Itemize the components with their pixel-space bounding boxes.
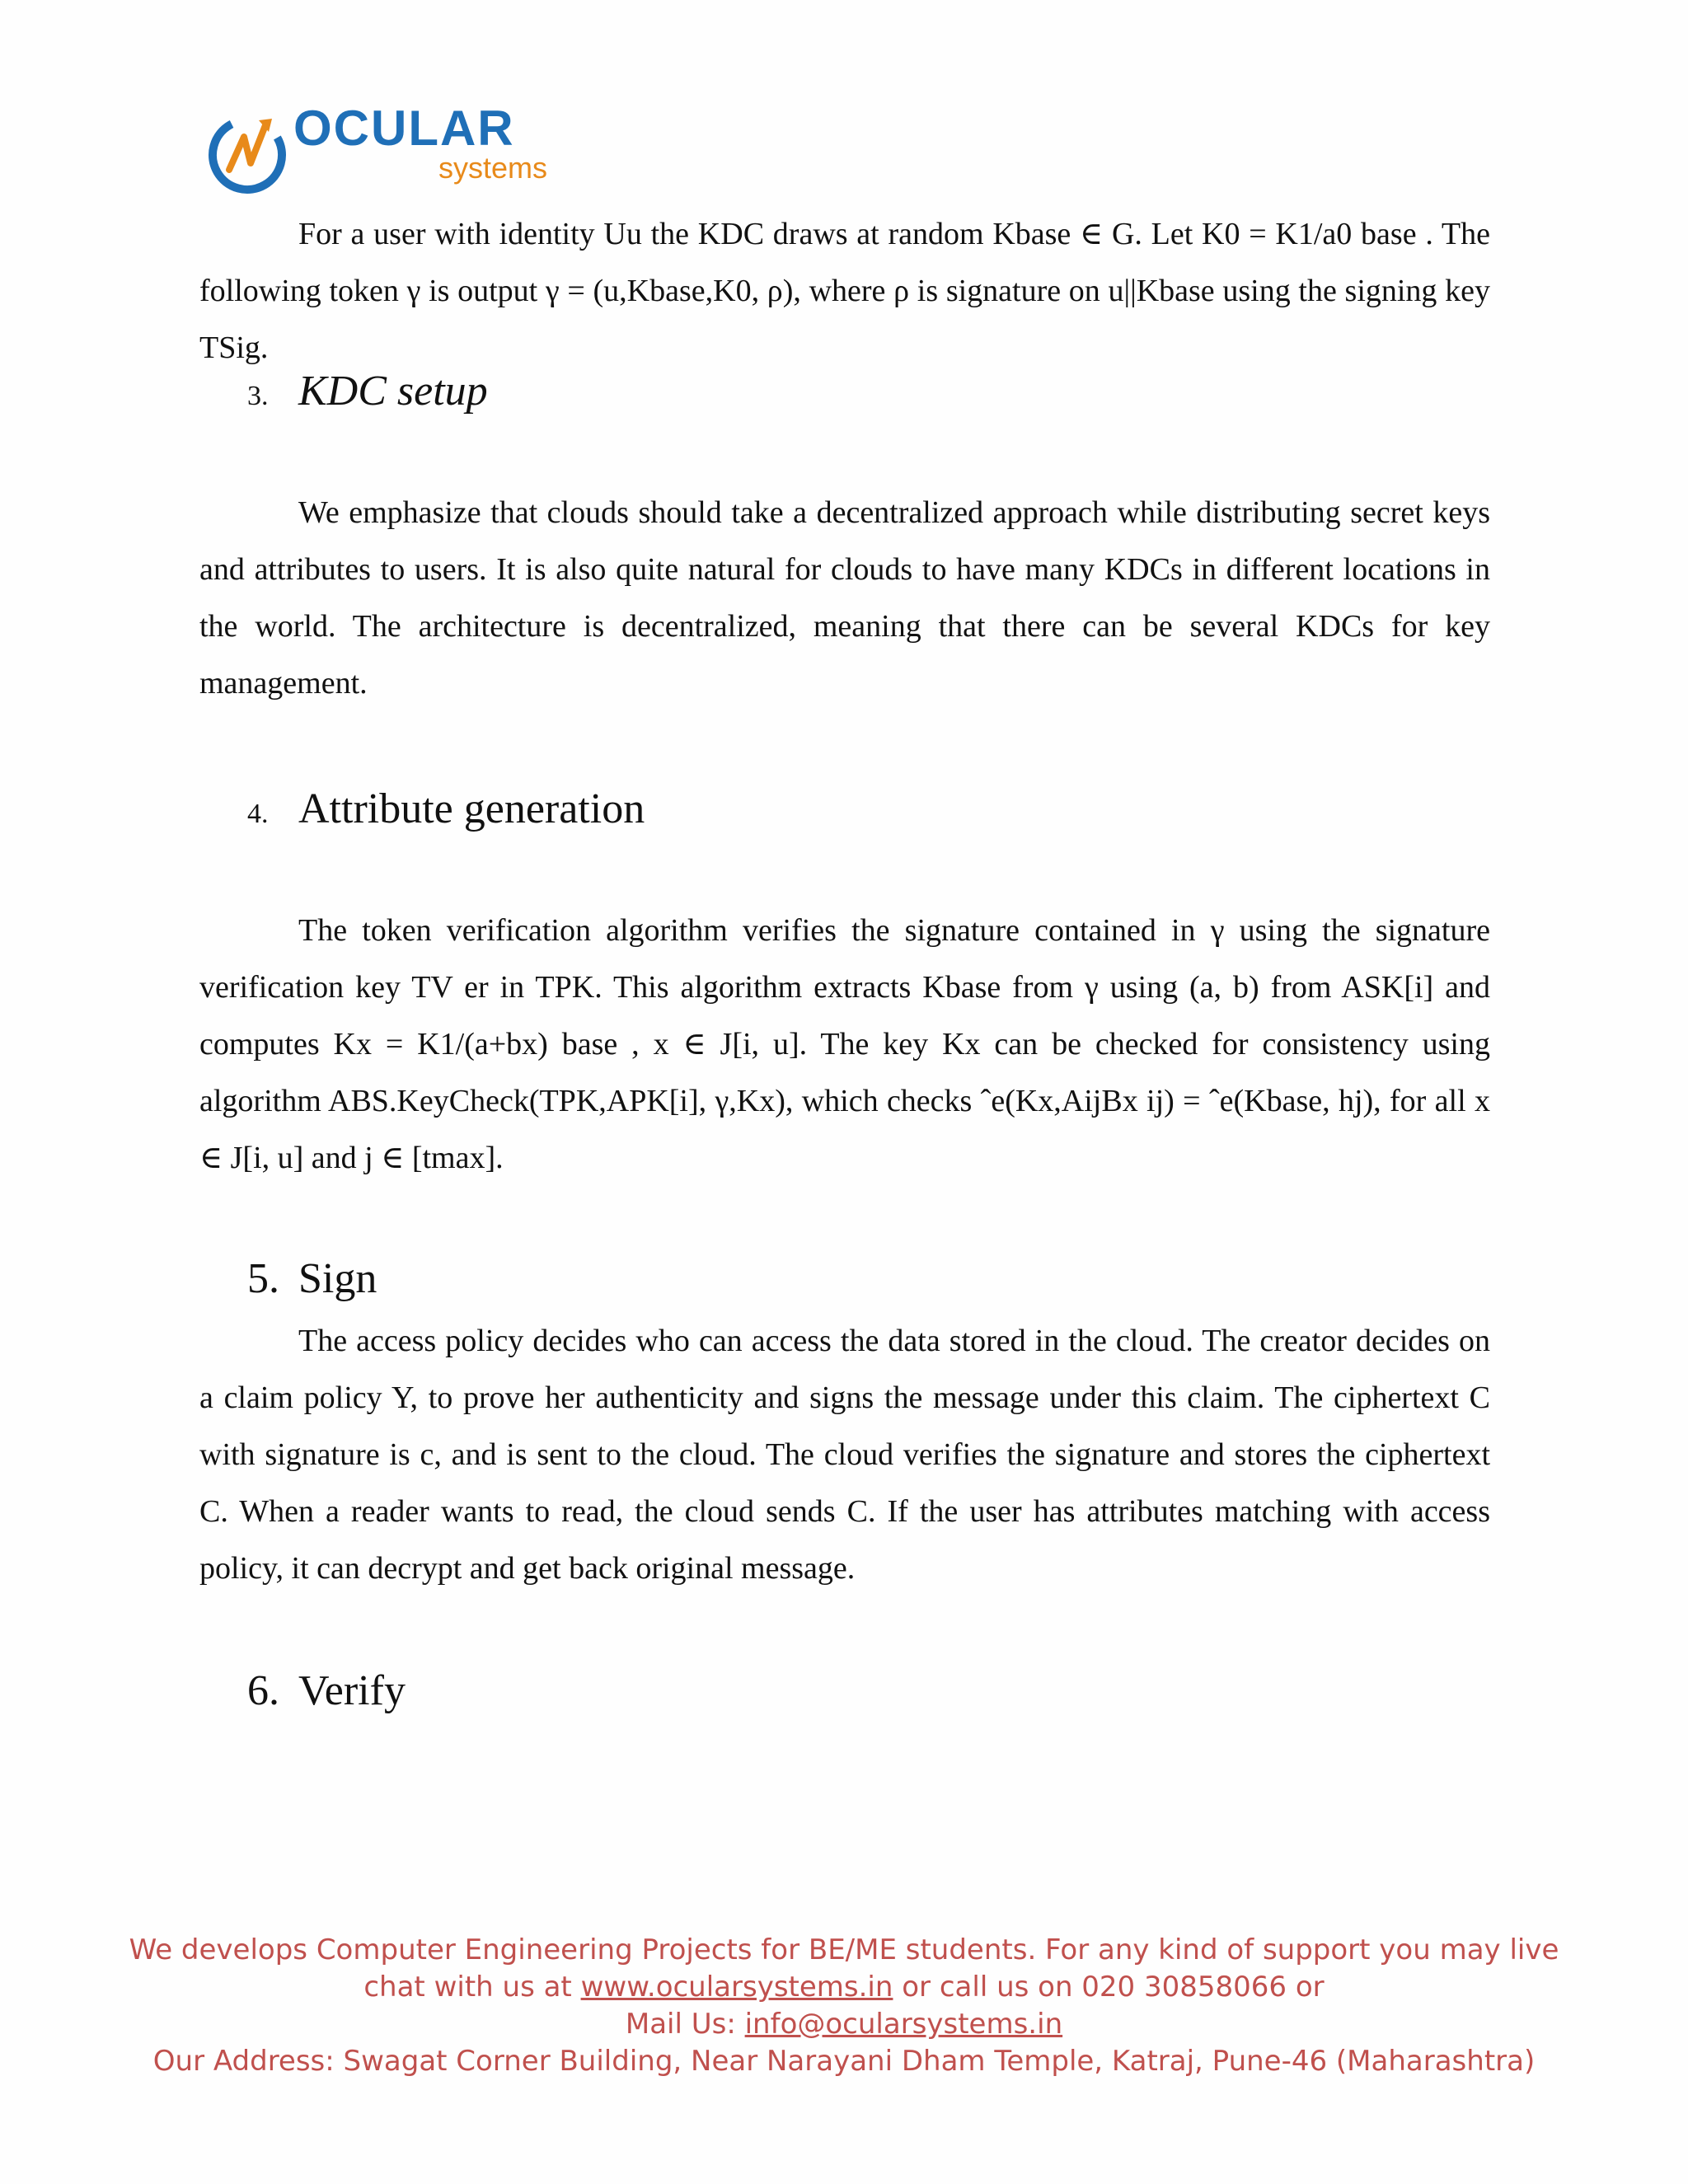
intro-paragraph: For a user with identity Uu the KDC draws at random Kbase ∈ G. Let K0 = K1/a0 base . The following token γ is output γ = (u,Kbase,K0, ρ), where ρ is signature on u||Kbase using the signing key TSig. (199, 217, 1490, 365)
section-paragraph-attribute-generation: The token verification algorithm verifies the signature contained in γ using the signature verification key TV er in TPK. This algorithm extracts Kbase from γ using (a, b) from ASK[i] and computes Kx = K1/(a+bx) base , x ∈ J[i, u]. The key Kx can be checked for consistency using algorithm ABS.KeyCheck(TPK,APK[i], γ,Kx), which checks ˆe(Kx,AijBx ij) = ˆe(Kbase, hj), for all x ∈ J[i, u] and j ∈ [tmax]. (199, 913, 1490, 1175)
logo-subtitle: systems (438, 151, 548, 185)
section-title: Sign (298, 1255, 377, 1302)
page-footer (0, 1932, 1688, 2080)
section-number: 6. (247, 1667, 279, 1714)
ocular-logo-mark-icon (204, 105, 295, 199)
footer-address: Our Address: Swagat Corner Building, Near Narayani Dham Temple, Katraj, Pune-46 (Maharashtra) (152, 2045, 1536, 2078)
section-number: 4. (247, 799, 269, 829)
company-logo (204, 101, 567, 206)
footer-line-2 (0, 1969, 1688, 2006)
footer-mail-label: Mail Us: (625, 2008, 736, 2041)
section-number: 5. (247, 1255, 279, 1302)
footer-call-text: or call us on 020 30858066 or (902, 1971, 1325, 2004)
logo-wordmark: OCULAR (293, 101, 515, 156)
section-heading-verify (199, 1666, 1490, 1715)
document-body (199, 206, 1490, 1715)
footer-line-1: We develops Computer Engineering Projects for BE/ME students. For any kind of support you may live (129, 1933, 1559, 1966)
section-heading-attribute-generation (199, 785, 1490, 833)
section-heading-sign (199, 1254, 1490, 1303)
section-title: Verify (298, 1667, 406, 1714)
section-heading-kdc-setup (199, 367, 1490, 415)
section-title: Attribute generation (298, 785, 645, 832)
section-title: KDC setup (298, 368, 488, 415)
email-link[interactable]: info@ocularsystems.in (744, 2008, 1063, 2041)
footer-line-3 (0, 2006, 1688, 2043)
section-paragraph-kdc-setup: We emphasize that clouds should take a decentralized approach while distributing secret keys and attributes to users. It is also quite natural for clouds to have many KDCs in different locations in the world. The architecture is decentralized, meaning that there can be several KDCs for key management. (199, 495, 1490, 701)
website-link[interactable]: www.ocularsystems.in (580, 1971, 893, 2004)
section-paragraph-sign: The access policy decides who can access the data stored in the cloud. The creator decides on a claim policy Y, to prove her authenticity and signs the message under this claim. The ciphertext C with signature is c, and is sent to the cloud. The cloud verifies the signature and stores the ciphertext C. When a reader wants to read, the cloud sends C. If the user has attributes matching with access policy, it can decrypt and get back original message. (199, 1324, 1490, 1586)
footer-chat-text: chat with us at (363, 1971, 572, 2004)
section-number: 3. (247, 381, 269, 411)
